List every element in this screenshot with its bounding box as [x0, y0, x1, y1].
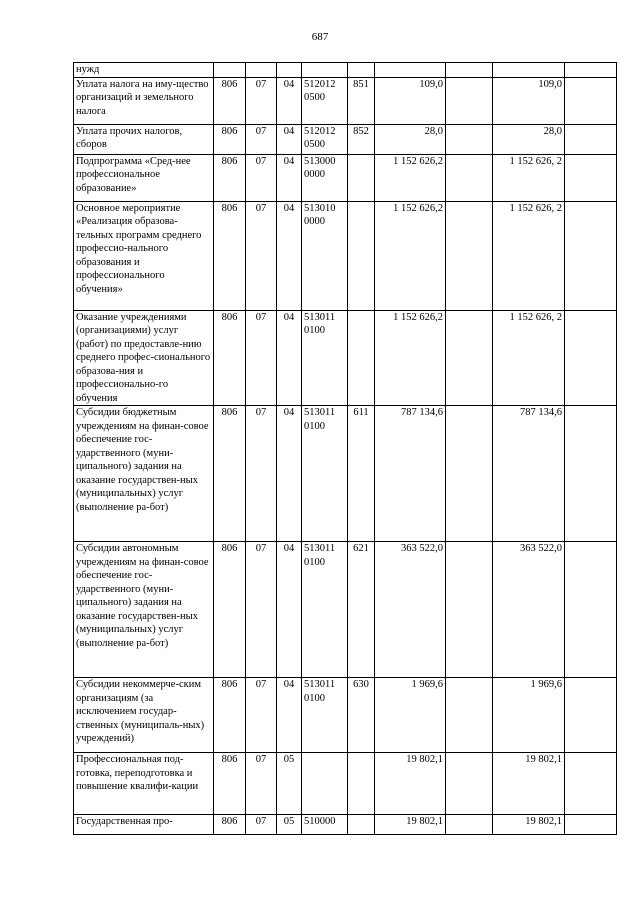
- cell-rz: 07: [246, 124, 277, 154]
- cell-ved: 806: [214, 753, 246, 815]
- cell-vr: 621: [348, 542, 375, 678]
- cell-sum-1: 363 522,0: [375, 542, 446, 678]
- row-name: Уплата налога на иму-щество организаций и земельного налога: [74, 77, 214, 124]
- cell-pr: 05: [277, 753, 302, 815]
- cell-rz: 07: [246, 77, 277, 124]
- cell-last: [565, 542, 617, 678]
- cell-last: [565, 406, 617, 542]
- cell-pr: 04: [277, 201, 302, 310]
- cell-sum-1: [375, 63, 446, 78]
- cell-ved: 806: [214, 542, 246, 678]
- cell-sum-1: 787 134,6: [375, 406, 446, 542]
- cell-csr: 510000: [302, 815, 348, 835]
- table-body: [74, 63, 617, 835]
- cell-sum-1: 1 152 626,2: [375, 310, 446, 406]
- cell-last: [565, 678, 617, 753]
- cell-rz: 07: [246, 815, 277, 835]
- cell-csr: 512012 0500: [302, 124, 348, 154]
- cell-pr: 04: [277, 310, 302, 406]
- cell-rz: 07: [246, 753, 277, 815]
- cell-empty: [446, 542, 493, 678]
- cell-sum-2: 1 969,6: [493, 678, 565, 753]
- cell-empty: [446, 753, 493, 815]
- cell-sum-2: 1 152 626, 2: [493, 201, 565, 310]
- cell-vr: 611: [348, 406, 375, 542]
- cell-last: [565, 124, 617, 154]
- cell-rz: 07: [246, 310, 277, 406]
- table-row: [74, 406, 617, 542]
- table-row: [74, 310, 617, 406]
- cell-sum-1: 1 152 626,2: [375, 201, 446, 310]
- cell-ved: 806: [214, 815, 246, 835]
- cell-pr: 04: [277, 406, 302, 542]
- cell-last: [565, 201, 617, 310]
- cell-rz: 07: [246, 154, 277, 201]
- cell-sum-1: 19 802,1: [375, 753, 446, 815]
- cell-sum-2: 19 802,1: [493, 815, 565, 835]
- cell-sum-2: 28,0: [493, 124, 565, 154]
- cell-sum-2: 109,0: [493, 77, 565, 124]
- cell-rz: 07: [246, 201, 277, 310]
- cell-last: [565, 815, 617, 835]
- cell-pr: [277, 63, 302, 78]
- table-row: [74, 542, 617, 678]
- table-row: [74, 63, 617, 78]
- cell-csr: 513011 0100: [302, 310, 348, 406]
- cell-sum-1: 19 802,1: [375, 815, 446, 835]
- row-name: Оказание учреждениями (организациями) услуг (работ) по предоставле-нию среднего профес-сионального образова-ния и профессионально-го обучения: [74, 310, 214, 406]
- cell-empty: [446, 310, 493, 406]
- cell-csr: [302, 753, 348, 815]
- budget-table: [73, 62, 617, 835]
- cell-sum-2: 363 522,0: [493, 542, 565, 678]
- cell-vr: 852: [348, 124, 375, 154]
- cell-pr: 04: [277, 77, 302, 124]
- cell-sum-2: 1 152 626, 2: [493, 154, 565, 201]
- cell-empty: [446, 77, 493, 124]
- cell-vr: [348, 310, 375, 406]
- cell-pr: 04: [277, 542, 302, 678]
- row-name: Профессиональная под-готовка, переподготовка и повышение квалифи-кации: [74, 753, 214, 815]
- cell-ved: [214, 63, 246, 78]
- cell-csr: 513011 0100: [302, 678, 348, 753]
- cell-vr: 630: [348, 678, 375, 753]
- cell-vr: [348, 154, 375, 201]
- cell-last: [565, 154, 617, 201]
- row-name: Субсидии автономным учреждениям на финан-совое обеспечение гос-ударственного (муни-ципального) задания на оказание государствен-ных (муниципальных) услуг (выполнение ра-бот): [74, 542, 214, 678]
- cell-ved: 806: [214, 201, 246, 310]
- table-row: [74, 154, 617, 201]
- cell-ved: 806: [214, 310, 246, 406]
- cell-sum-1: 1 969,6: [375, 678, 446, 753]
- cell-empty: [446, 63, 493, 78]
- cell-vr: [348, 201, 375, 310]
- cell-sum-1: 1 152 626,2: [375, 154, 446, 201]
- row-name: Государственная про-: [74, 815, 214, 835]
- cell-sum-2: 787 134,6: [493, 406, 565, 542]
- row-name: Уплата прочих налогов, сборов: [74, 124, 214, 154]
- cell-rz: 07: [246, 406, 277, 542]
- cell-pr: 04: [277, 124, 302, 154]
- cell-empty: [446, 815, 493, 835]
- cell-pr: 04: [277, 678, 302, 753]
- cell-csr: 513011 0100: [302, 542, 348, 678]
- cell-vr: [348, 753, 375, 815]
- cell-sum-1: 28,0: [375, 124, 446, 154]
- cell-vr: [348, 815, 375, 835]
- cell-ved: 806: [214, 124, 246, 154]
- cell-empty: [446, 201, 493, 310]
- table-row: [74, 815, 617, 835]
- cell-sum-1: 109,0: [375, 77, 446, 124]
- cell-pr: 05: [277, 815, 302, 835]
- cell-sum-2: 19 802,1: [493, 753, 565, 815]
- cell-rz: 07: [246, 542, 277, 678]
- table-row: [74, 77, 617, 124]
- cell-ved: 806: [214, 77, 246, 124]
- table-row: [74, 678, 617, 753]
- table-row: [74, 201, 617, 310]
- cell-csr: 513000 0000: [302, 154, 348, 201]
- cell-rz: [246, 63, 277, 78]
- cell-csr: [302, 63, 348, 78]
- row-name: Субсидии некоммерче-ским организациям (за исключением государ-ственных (муниципаль-ных) учреждений): [74, 678, 214, 753]
- cell-csr: 513011 0100: [302, 406, 348, 542]
- cell-vr: 851: [348, 77, 375, 124]
- table-row: [74, 753, 617, 815]
- cell-csr: 513010 0000: [302, 201, 348, 310]
- cell-ved: 806: [214, 678, 246, 753]
- cell-vr: [348, 63, 375, 78]
- cell-last: [565, 310, 617, 406]
- cell-ved: 806: [214, 406, 246, 542]
- cell-last: [565, 63, 617, 78]
- cell-ved: 806: [214, 154, 246, 201]
- row-name: Подпрограмма «Сред-нее профессиональное образование»: [74, 154, 214, 201]
- cell-empty: [446, 124, 493, 154]
- row-name: нужд: [74, 63, 214, 78]
- row-name: Основное мероприятие «Реализация образова-тельных программ среднего профессио-нального образования и профессионального обучения»: [74, 201, 214, 310]
- cell-sum-2: [493, 63, 565, 78]
- row-name: Субсидии бюджетным учреждениям на финан-совое обеспечение гос-ударственного (муни-ципального) задания на оказание государствен-ных (муниципальных) услуг (выполнение ра-бот): [74, 406, 214, 542]
- page-number: 687: [311, 31, 329, 43]
- cell-last: [565, 753, 617, 815]
- cell-empty: [446, 154, 493, 201]
- cell-rz: 07: [246, 678, 277, 753]
- cell-sum-2: 1 152 626, 2: [493, 310, 565, 406]
- cell-empty: [446, 678, 493, 753]
- cell-pr: 04: [277, 154, 302, 201]
- table-row: [74, 124, 617, 154]
- cell-csr: 512012 0500: [302, 77, 348, 124]
- cell-last: [565, 77, 617, 124]
- cell-empty: [446, 406, 493, 542]
